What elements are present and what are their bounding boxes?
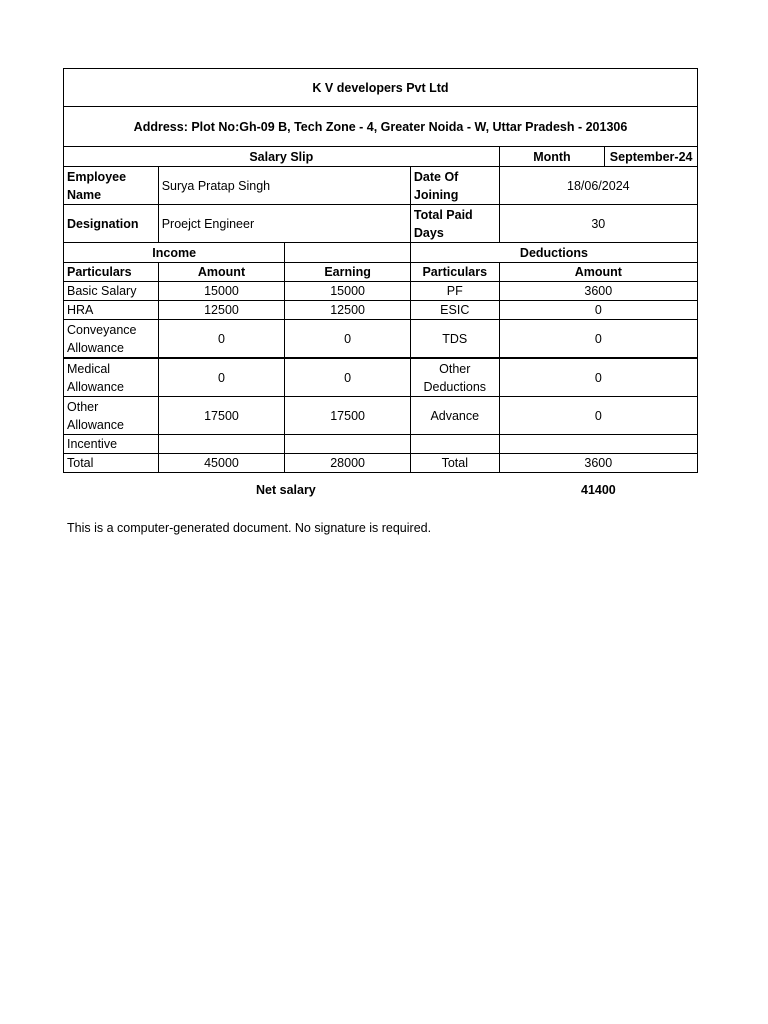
blank-header-cell bbox=[285, 243, 411, 262]
employee-name-label: Employee Name bbox=[64, 167, 159, 204]
row-ded-particular bbox=[411, 435, 500, 453]
row-earning: 15000 bbox=[285, 282, 411, 300]
company-row bbox=[63, 68, 698, 107]
slip-title-row bbox=[63, 147, 698, 167]
col-particulars: Particulars bbox=[64, 263, 159, 281]
row-particular: Incentive bbox=[64, 435, 159, 453]
row-earning: 12500 bbox=[285, 301, 411, 319]
paid-days-value: 30 bbox=[591, 216, 606, 231]
doj-label: Date Of Joining bbox=[411, 167, 500, 204]
row-particular: Conveyance Allowance bbox=[64, 320, 159, 357]
col-amount: Amount bbox=[159, 263, 286, 281]
net-salary-line bbox=[0, 483, 768, 501]
row-ded-amount: 3600 bbox=[584, 284, 613, 298]
row-ded-amount: 0 bbox=[594, 408, 602, 423]
row-amount: 17500 bbox=[159, 397, 286, 434]
table-row bbox=[63, 320, 698, 358]
row-amount: 0 bbox=[159, 359, 286, 396]
row-amount: 15000 bbox=[159, 282, 286, 300]
net-salary-value: 41400 bbox=[581, 483, 616, 497]
deductions-header: Deductions bbox=[519, 245, 588, 260]
col-earning: Earning bbox=[285, 263, 411, 281]
table-row bbox=[63, 282, 698, 301]
row-earning: 0 bbox=[285, 359, 411, 396]
row-amount bbox=[159, 435, 286, 453]
row-earning: 28000 bbox=[285, 454, 411, 472]
row-amount: 45000 bbox=[159, 454, 286, 472]
row-amount: 12500 bbox=[159, 301, 286, 319]
row-particular: Basic Salary bbox=[64, 282, 159, 300]
table-row bbox=[63, 301, 698, 320]
row-ded-particular: Advance bbox=[411, 397, 500, 434]
row-amount: 0 bbox=[159, 320, 286, 357]
section-header-row bbox=[63, 243, 698, 263]
designation-value: Proejct Engineer bbox=[159, 205, 411, 242]
row-ded-amount: 3600 bbox=[584, 456, 613, 470]
month-value: September-24 bbox=[609, 149, 693, 164]
row-ded-amount: 0 bbox=[594, 303, 602, 317]
doj-value: 18/06/2024 bbox=[567, 178, 630, 193]
col-ded-particulars: Particulars bbox=[411, 263, 500, 281]
table-row bbox=[63, 358, 698, 397]
footnote: This is a computer-generated document. No signature is required. bbox=[67, 521, 432, 535]
row-ded-particular: ESIC bbox=[411, 301, 500, 319]
row-earning: 17500 bbox=[285, 397, 411, 434]
designation-row bbox=[63, 205, 698, 243]
employee-row bbox=[63, 167, 698, 205]
row-earning bbox=[285, 435, 411, 453]
row-particular: HRA bbox=[64, 301, 159, 319]
company-name: K V developers Pvt Ltd bbox=[312, 80, 449, 95]
row-ded-amount: 0 bbox=[594, 331, 602, 346]
slip-title: Salary Slip bbox=[64, 147, 500, 166]
designation-label: Designation bbox=[64, 205, 159, 242]
row-ded-amount bbox=[500, 435, 697, 453]
col-ded-amount: Amount bbox=[574, 265, 622, 279]
salary-slip-table bbox=[63, 68, 698, 473]
paid-days-label: Total Paid Days bbox=[411, 205, 500, 242]
address-row bbox=[63, 107, 698, 147]
employee-name-value: Surya Pratap Singh bbox=[159, 167, 411, 204]
row-particular: Other Allowance bbox=[64, 397, 159, 434]
row-particular: Total bbox=[64, 454, 159, 472]
row-ded-particular: PF bbox=[411, 282, 500, 300]
month-label: Month bbox=[500, 147, 606, 166]
table-row bbox=[63, 397, 698, 435]
income-header: Income bbox=[64, 243, 285, 262]
column-header-row bbox=[63, 263, 698, 282]
row-ded-particular: TDS bbox=[411, 320, 500, 357]
net-salary-label: Net salary bbox=[256, 483, 316, 497]
totals-row bbox=[63, 454, 698, 473]
row-ded-particular: Other Deductions bbox=[411, 359, 500, 396]
row-ded-amount: 0 bbox=[594, 370, 602, 385]
row-ded-particular: Total bbox=[411, 454, 500, 472]
row-earning: 0 bbox=[285, 320, 411, 357]
row-particular: Medical Allowance bbox=[64, 359, 159, 396]
table-row bbox=[63, 435, 698, 454]
company-address: Address: Plot No:Gh-09 B, Tech Zone - 4, Greater Noida - W, Uttar Pradesh - 201306 bbox=[133, 119, 628, 134]
